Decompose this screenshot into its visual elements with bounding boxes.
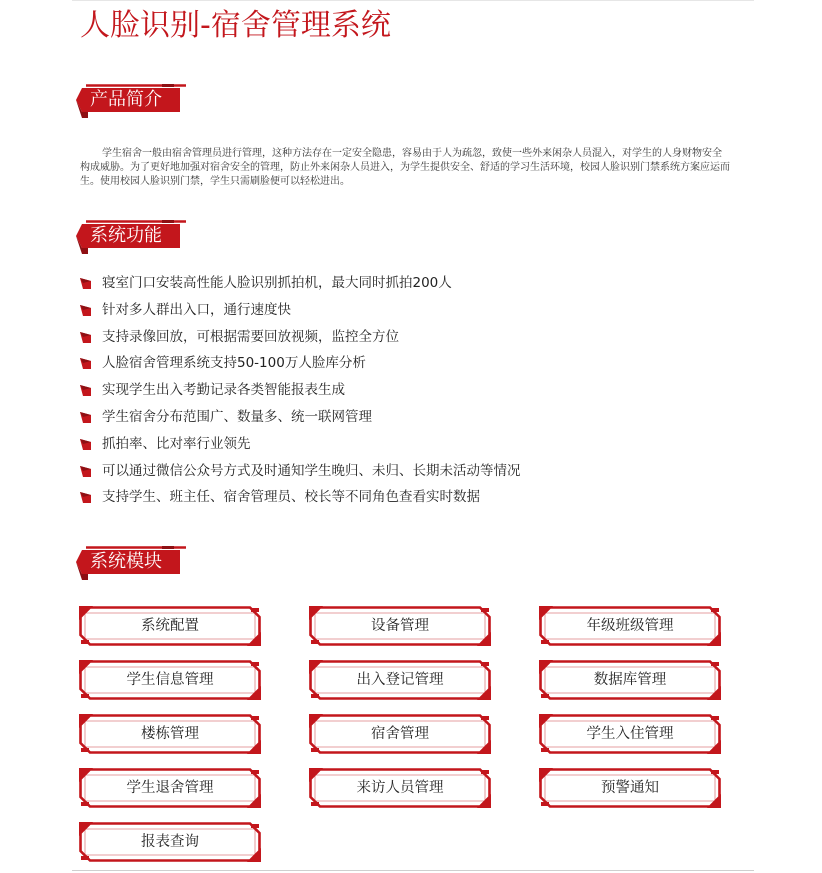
feature-item [80,460,521,487]
feature-item [80,299,521,326]
module-label: 学生退舍管理 [126,780,214,796]
module-label: 数据库管理 [593,672,667,688]
feature-text: 学生宿舍分布范围广、数量多、统一联网管理 [102,408,372,425]
module-label: 预警通知 [601,780,659,796]
feature-text: 实现学生出入考勤记录各类智能报表生成 [102,382,345,399]
red-square-bullet-icon [80,278,91,289]
feature-item [80,406,521,433]
module-label: 来访人员管理 [356,780,444,796]
module-database-management[interactable] [539,660,721,700]
module-label: 宿舍管理 [371,726,429,742]
section-heading-intro [76,84,188,120]
feature-text: 可以通过微信公众号方式及时通知学生晚归、未归、长期未活动等情况 [102,462,521,479]
module-report-query[interactable] [79,822,261,862]
feature-item [80,326,521,353]
module-system-config[interactable] [79,606,261,646]
red-square-bullet-icon [80,332,91,343]
red-square-bullet-icon [80,412,91,423]
module-grade-class-management[interactable] [539,606,721,646]
feature-text: 支持学生、班主任、宿舍管理员、校长等不同角色查看实时数据 [102,489,480,506]
module-student-info-management[interactable] [79,660,261,700]
section-heading-label: 产品简介 [90,89,162,110]
feature-text: 人脸宿舍管理系统支持50-100万人脸库分析 [102,355,366,372]
bottom-divider [72,870,754,871]
feature-item [80,272,521,299]
section-heading-modules [76,546,188,582]
module-alert-notification[interactable] [539,768,721,808]
red-square-bullet-icon [80,358,91,369]
section-heading-label: 系统功能 [90,225,162,246]
module-student-checkout-management[interactable] [79,768,261,808]
red-square-bullet-icon [80,305,91,316]
feature-text: 支持录像回放，可根据需要回放视频，监控全方位 [102,328,399,345]
red-square-bullet-icon [80,492,91,503]
feature-text: 寝室门口安装高性能人脸识别抓拍机，最大同时抓拍200人 [102,275,452,291]
top-divider [72,0,754,1]
section-heading-features [76,220,188,256]
module-label: 报表查询 [141,834,199,850]
red-square-bullet-icon [80,385,91,396]
feature-text: 抓拍率、比对率行业领先 [102,435,251,452]
module-label: 系统配置 [141,618,199,634]
section-heading-label: 系统模块 [90,551,162,572]
module-entry-exit-registration[interactable] [309,660,491,700]
intro-paragraph: 学生宿舍一般由宿舍管理员进行管理，这种方法存在一定安全隐患，容易由于人为疏忽，致使一些外来闲杂人员混入，对学生的人身财物安全构成威胁。为了更好地加强对宿舍安全的管理，防止外来闲杂人员进入，为学生提供安全、舒适的学习生活环境，校园人脸识别门禁系统方案应运而生。使用校园人脸识别门禁，学生只需刷脸便可以轻松进出。 [80,148,730,187]
module-label: 学生入住管理 [586,726,674,742]
module-label: 年级班级管理 [586,618,674,634]
module-student-checkin-management[interactable] [539,714,721,754]
module-label: 楼栋管理 [141,726,199,742]
module-label: 出入登记管理 [356,672,444,688]
feature-list [80,272,521,513]
feature-item [80,379,521,406]
feature-item [80,352,521,379]
page-title: 人脸识别-宿舍管理系统 [80,8,391,43]
module-device-management[interactable] [309,606,491,646]
feature-item [80,486,521,513]
module-visitor-management[interactable] [309,768,491,808]
feature-text: 针对多人群出入口，通行速度快 [102,301,291,318]
red-square-bullet-icon [80,466,91,477]
feature-item [80,433,521,460]
module-dormitory-management[interactable] [309,714,491,754]
module-building-management[interactable] [79,714,261,754]
module-label: 学生信息管理 [126,672,214,688]
red-square-bullet-icon [80,439,91,450]
module-label: 设备管理 [371,618,429,634]
